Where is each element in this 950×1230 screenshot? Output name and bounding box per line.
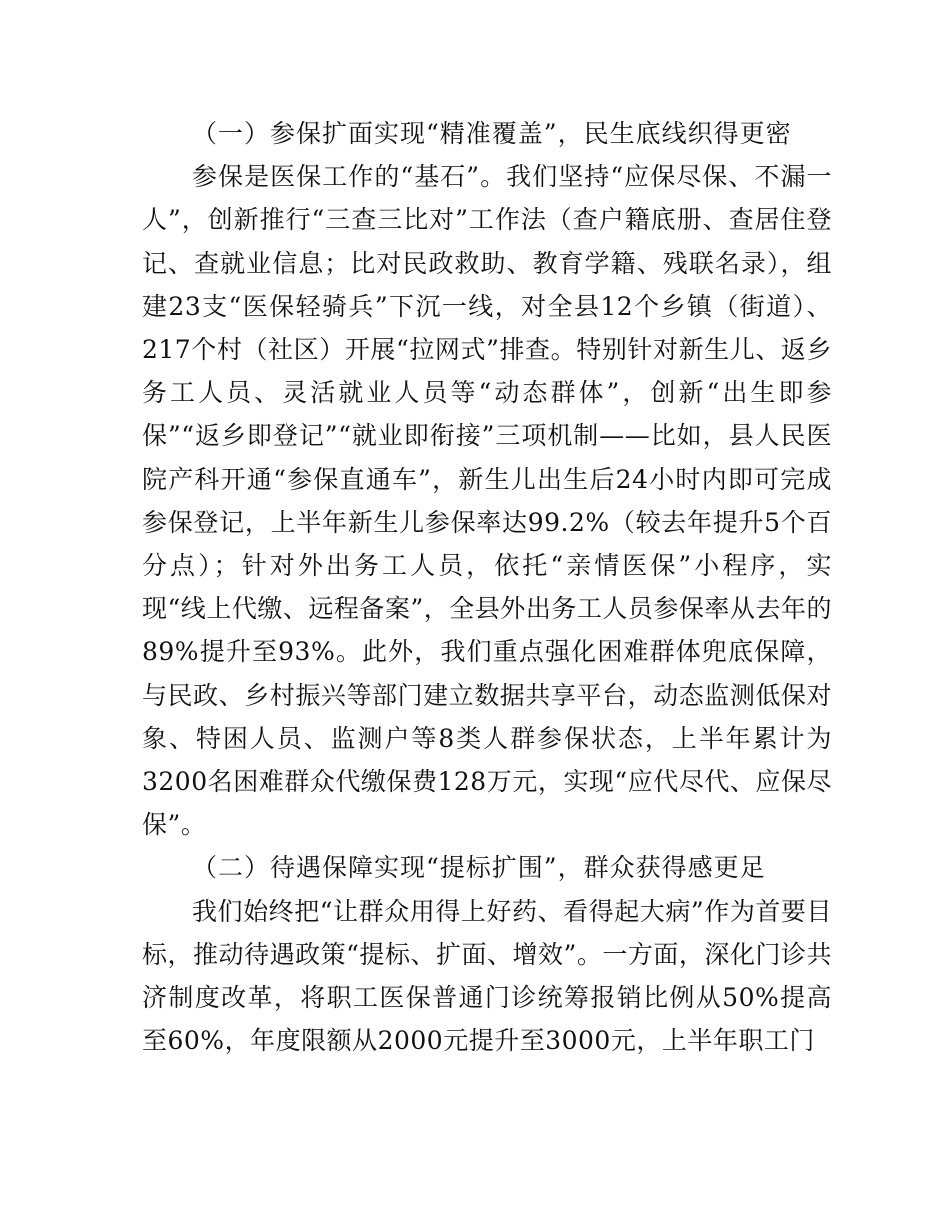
document-body [142,112,832,1062]
section-heading: （一）参保扩面实现“精准覆盖”，民生底线织得更密 [192,119,792,148]
section-heading: （二）待遇保障实现“提标扩围”，群众获得感更足 [192,853,766,883]
body-paragraph: 我们始终把“让群众用得上好药、看得起大病”作为首要目标，推动待遇政策“提标、扩面、增效”。一方面，深化门诊共济制度改革，将职工医保普通门诊统筹报销比例从50%提高至60%，年度限额从2000元提升至3000元，上半年职工门 [142,896,832,1056]
body-paragraph: 参保是医保工作的“基石”。我们坚持“应保尽保、不漏一人”，创新推行“三查三比对”工作法（查户籍底册、查居住登记、查就业信息；比对民政救助、教育学籍、残联名录），组建23支“医保轻骑兵”下沉一线，对全县12个乡镇（街道）、217个村（社区）开展“拉网式”排查。特别针对新生儿、返乡务工人员、灵活就业人员等“动态群体”，创新“出生即参保”“返乡即登记”“就业即衔接”三项机制——比如，县人民医院产科开通“参保直通车”，新生儿出生后24小时内即可完成参保登记，上半年新生儿参保率达99.2%（较去年提升5个百分点）；针对外出务工人员，依托“亲情医保”小程序，实现“线上代缴、远程备案”，全县外出务工人员参保率从去年的89%提升至93%。此外，我们重点强化困难群体兜底保障，与民政、乡村振兴等部门建立数据共享平台，动态监测低保对象、特困人员、监测户等8类人群参保状态，上半年累计为3200名困难群众代缴保费128万元，实现“应代尽代、应保尽保”。 [142,162,832,840]
